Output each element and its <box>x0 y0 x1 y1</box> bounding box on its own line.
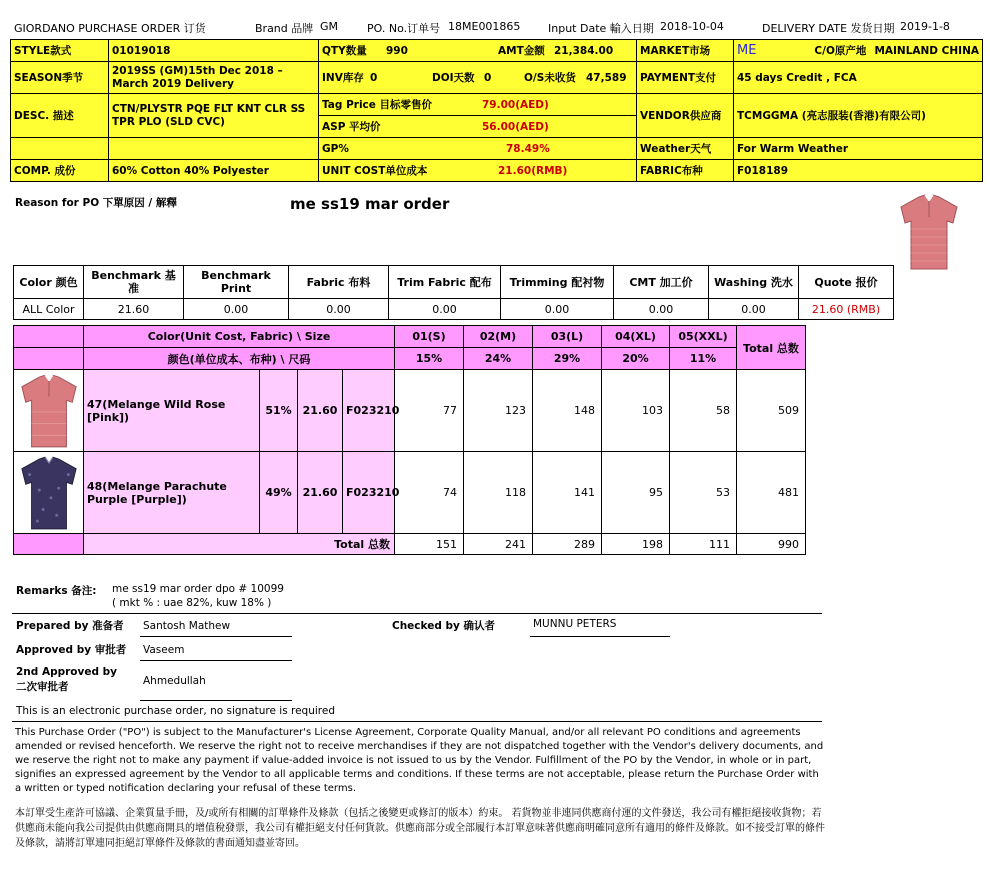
cost-value-color: ALL Color <box>14 299 84 320</box>
cost-value-trimming: 0.00 <box>501 299 614 320</box>
size-header-m: 02(M) <box>464 326 533 348</box>
weather-value: For Warm Weather <box>734 138 983 160</box>
second-approved-label-en: 2nd Approved by <box>16 666 118 678</box>
cost-value-fabric: 0.00 <box>289 299 389 320</box>
grand-qty-xl: 198 <box>602 534 670 555</box>
cost-value-benchmark: 21.60 <box>84 299 184 320</box>
ratio-xl: 20% <box>602 348 670 370</box>
color-swatch-image <box>18 373 80 449</box>
style-value: 01019018 <box>109 40 319 62</box>
amt-label: AMT金额 <box>498 45 545 57</box>
grand-qty-xxl: 111 <box>670 534 737 555</box>
cost-value-benchmark-print: 0.00 <box>184 299 289 320</box>
cost-value-quote: 21.60 (RMB) <box>799 299 894 320</box>
cost-value-cmt: 0.00 <box>614 299 709 320</box>
inv-label: INV库存 <box>322 72 364 84</box>
po-no-value: 18ME001865 <box>448 20 521 33</box>
payment-value: 45 days Credit , FCA <box>734 62 983 94</box>
ratio-s: 15% <box>395 348 464 370</box>
input-date-value: 2018-10-04 <box>660 20 724 33</box>
row-fabric: F023210 <box>343 370 395 452</box>
prepared-by-value: Santosh Mathew <box>143 620 231 632</box>
os-value: 47,589 <box>586 71 627 84</box>
remarks-label: Remarks 备注: <box>16 585 97 597</box>
comp-label: COMP. 成份 <box>11 160 109 182</box>
row-qty-l: 141 <box>533 452 602 534</box>
cost-header-quote: Quote 报价 <box>799 266 894 299</box>
row-qty-xl: 103 <box>602 370 670 452</box>
season-value: 2019SS (GM)15th Dec 2018 – March 2019 Delivery <box>109 62 319 94</box>
grand-total-row <box>14 534 806 555</box>
second-approved-underline <box>140 700 292 701</box>
season-label: SEASON季节 <box>11 62 109 94</box>
desc-label: DESC. 描述 <box>11 94 109 138</box>
cost-header-benchmark: Benchmark 基准 <box>84 266 184 299</box>
grand-total-label: Total 总数 <box>84 534 395 555</box>
size-header-l: 03(L) <box>533 326 602 348</box>
cost-value-trim-fabric: 0.00 <box>389 299 501 320</box>
doi-value: 0 <box>484 71 492 84</box>
terms-english: This Purchase Order ("PO") is subject to the Manufacturer's License Agreement, Corporate Quality Manual, and/or all relevant PO conditions and agreements amended or revised henceforth. We reserve the right not to receive merchandises if they are not dispatched together with the Vendor's delivery documents, and we reserve the right not to make any payment if value-added invoice is not issued to us by the Vendor. Fulfillment of the PO by the Vendor, in whole or in part, signifies an expressed agreement by the Vendor to all applicable terms and conditions. If these terms are not acceptable, please return the Purchase Order with a written or typed notification declaring your refusal of these terms. <box>15 727 824 794</box>
size-total-header: Total 总数 <box>737 326 806 370</box>
electronic-notice: This is an electronic purchase order, no signature is required <box>16 705 336 717</box>
row-unit-cost: 21.60 <box>298 370 343 452</box>
reason-value: me ss19 mar order <box>290 195 450 213</box>
cost-value-washing: 0.00 <box>709 299 799 320</box>
row-fabric: F023210 <box>343 452 395 534</box>
gp-value: 78.49% <box>506 142 550 155</box>
asp-value: 56.00(AED) <box>482 120 549 133</box>
checked-by-label: Checked by 确认者 <box>392 620 496 632</box>
delivery-date-label: DELIVERY DATE 发货日期 <box>762 22 895 35</box>
size-head-en: Color(Unit Cost, Fabric) \ Size <box>84 326 395 348</box>
grand-qty-s: 151 <box>395 534 464 555</box>
cost-header-trimming: Trimming 配衬物 <box>501 266 614 299</box>
desc-value: CTN/PLYSTR PQE FLT KNT CLR SS TPR PLO (SLD CVC) <box>109 94 319 138</box>
ratio-l: 29% <box>533 348 602 370</box>
row-qty-xl: 95 <box>602 452 670 534</box>
cost-header-trim-fabric: Trim Fabric 配布 <box>389 266 501 299</box>
cost-breakdown-table <box>13 265 894 320</box>
prepared-by-label: Prepared by 准备者 <box>16 620 124 632</box>
po-no-label: PO. No.订单号 <box>367 22 441 35</box>
grand-qty-m: 241 <box>464 534 533 555</box>
reason-label: Reason for PO 下單原因 / 解釋 <box>15 197 177 209</box>
checked-by-underline <box>530 636 670 637</box>
checked-by-value: MUNNU PETERS <box>533 618 617 630</box>
po-title: GIORDANO PURCHASE ORDER 订货 <box>14 22 206 35</box>
row-unit-cost: 21.60 <box>298 452 343 534</box>
row-color-pct: 51% <box>260 370 298 452</box>
origin-label: C/O原产地 <box>814 45 867 57</box>
row-color-name: 47(Melange Wild Rose [Pink]) <box>84 370 260 452</box>
amt-value: 21,384.00 <box>554 44 614 57</box>
divider <box>12 613 822 614</box>
ratio-xxl: 11% <box>670 348 737 370</box>
prepared-by-underline <box>140 636 292 637</box>
cost-header-fabric: Fabric 布料 <box>289 266 389 299</box>
payment-label: PAYMENT支付 <box>637 62 734 94</box>
row-qty-xxl: 58 <box>670 370 737 452</box>
row-qty-m: 118 <box>464 452 533 534</box>
row-color-name: 48(Melange Parachute Purple [Purple]) <box>84 452 260 534</box>
size-header-xxl: 05(XXL) <box>670 326 737 348</box>
terms-chinese: 本訂單受生產許可協議、企業質量手冊，及/或所有相關的訂單條件及條款（包括之後變更或修訂的版本）約束。 若貨物並非連同供應商付運的文件發送，我公司有權拒絕接收貨物；若供應商未能向我公司提供由供應商開具的增值稅發票，我公司有權拒絕支付任何貨款。供應商部分或全部履行本訂單意味著供應商明確同意所有適用的條件及條款。如不接受訂單的條件及條款，請將訂單連同拒絕訂單條件及條款的書面通知盡並寄回。 <box>15 808 825 849</box>
size-header-s: 01(S) <box>395 326 464 348</box>
row-qty-l: 148 <box>533 370 602 452</box>
tag-price-label: Tag Price 目标零售价 <box>322 99 433 111</box>
cost-header-washing: Washing 洗水 <box>709 266 799 299</box>
approved-by-label: Approved by 审批者 <box>16 644 127 656</box>
product-shirt-image <box>897 193 961 271</box>
size-breakdown-table <box>13 325 806 555</box>
fabric-label: FABRIC布种 <box>637 160 734 182</box>
doi-label: DOI天数 <box>432 72 475 84</box>
second-approved-label-cn: 二次审批者 <box>16 681 69 693</box>
row-total: 481 <box>737 452 806 534</box>
inv-value: 0 <box>370 71 378 84</box>
row-qty-m: 123 <box>464 370 533 452</box>
row-total: 509 <box>737 370 806 452</box>
po-info-table <box>10 39 983 182</box>
size-head-cn: 颜色(单位成本、布种) \ 尺码 <box>84 348 395 370</box>
remarks-line-2: ( mkt % : uae 82%, kuw 18% ) <box>112 597 272 609</box>
brand-value: GM <box>320 20 339 33</box>
origin-value: MAINLAND CHINA <box>874 44 979 57</box>
approved-by-underline <box>140 660 292 661</box>
unit-cost-value: 21.60(RMB) <box>498 164 568 177</box>
brand-label: Brand 品牌 <box>255 22 314 35</box>
grand-total-value: 990 <box>737 534 806 555</box>
weather-label: Weather天气 <box>637 138 734 160</box>
divider <box>12 721 822 722</box>
fabric-value: F018189 <box>734 160 983 182</box>
row-qty-s: 77 <box>395 370 464 452</box>
approved-by-value: Vaseem <box>143 644 185 656</box>
cost-header-cmt: CMT 加工价 <box>614 266 709 299</box>
os-label: O/S未收货 <box>524 72 576 84</box>
market-label: MARKET市场 <box>637 40 734 62</box>
grand-qty-l: 289 <box>533 534 602 555</box>
remarks-line-1: me ss19 mar order dpo # 10099 <box>112 583 284 595</box>
cost-header-color: Color 颜色 <box>14 266 84 299</box>
row-qty-xxl: 53 <box>670 452 737 534</box>
size-header-xl: 04(XL) <box>602 326 670 348</box>
delivery-date-value: 2019-1-8 <box>900 20 950 33</box>
unit-cost-label: UNIT COST单位成本 <box>322 165 428 177</box>
vendor-label: VENDOR供应商 <box>637 94 734 138</box>
row-qty-s: 74 <box>395 452 464 534</box>
table-row <box>14 452 806 534</box>
style-label: STYLE款式 <box>11 40 109 62</box>
color-swatch-image <box>18 455 80 531</box>
second-approved-value: Ahmedullah <box>143 675 206 687</box>
qty-label: QTY数量 <box>322 45 367 57</box>
gp-label: GP% <box>322 142 349 155</box>
row-color-pct: 49% <box>260 452 298 534</box>
comp-value: 60% Cotton 40% Polyester <box>109 160 319 182</box>
qty-value: 990 <box>386 44 408 57</box>
asp-label: ASP 平均价 <box>322 121 381 133</box>
vendor-value: TCMGGMA (亮志服装(香港)有限公司) <box>734 94 983 138</box>
table-row <box>14 370 806 452</box>
market-value: ME <box>737 43 757 58</box>
ratio-m: 24% <box>464 348 533 370</box>
input-date-label: Input Date 輸入日期 <box>548 22 654 35</box>
cost-header-benchmark-print: Benchmark Print <box>184 266 289 299</box>
tag-price-value: 79.00(AED) <box>482 98 549 111</box>
